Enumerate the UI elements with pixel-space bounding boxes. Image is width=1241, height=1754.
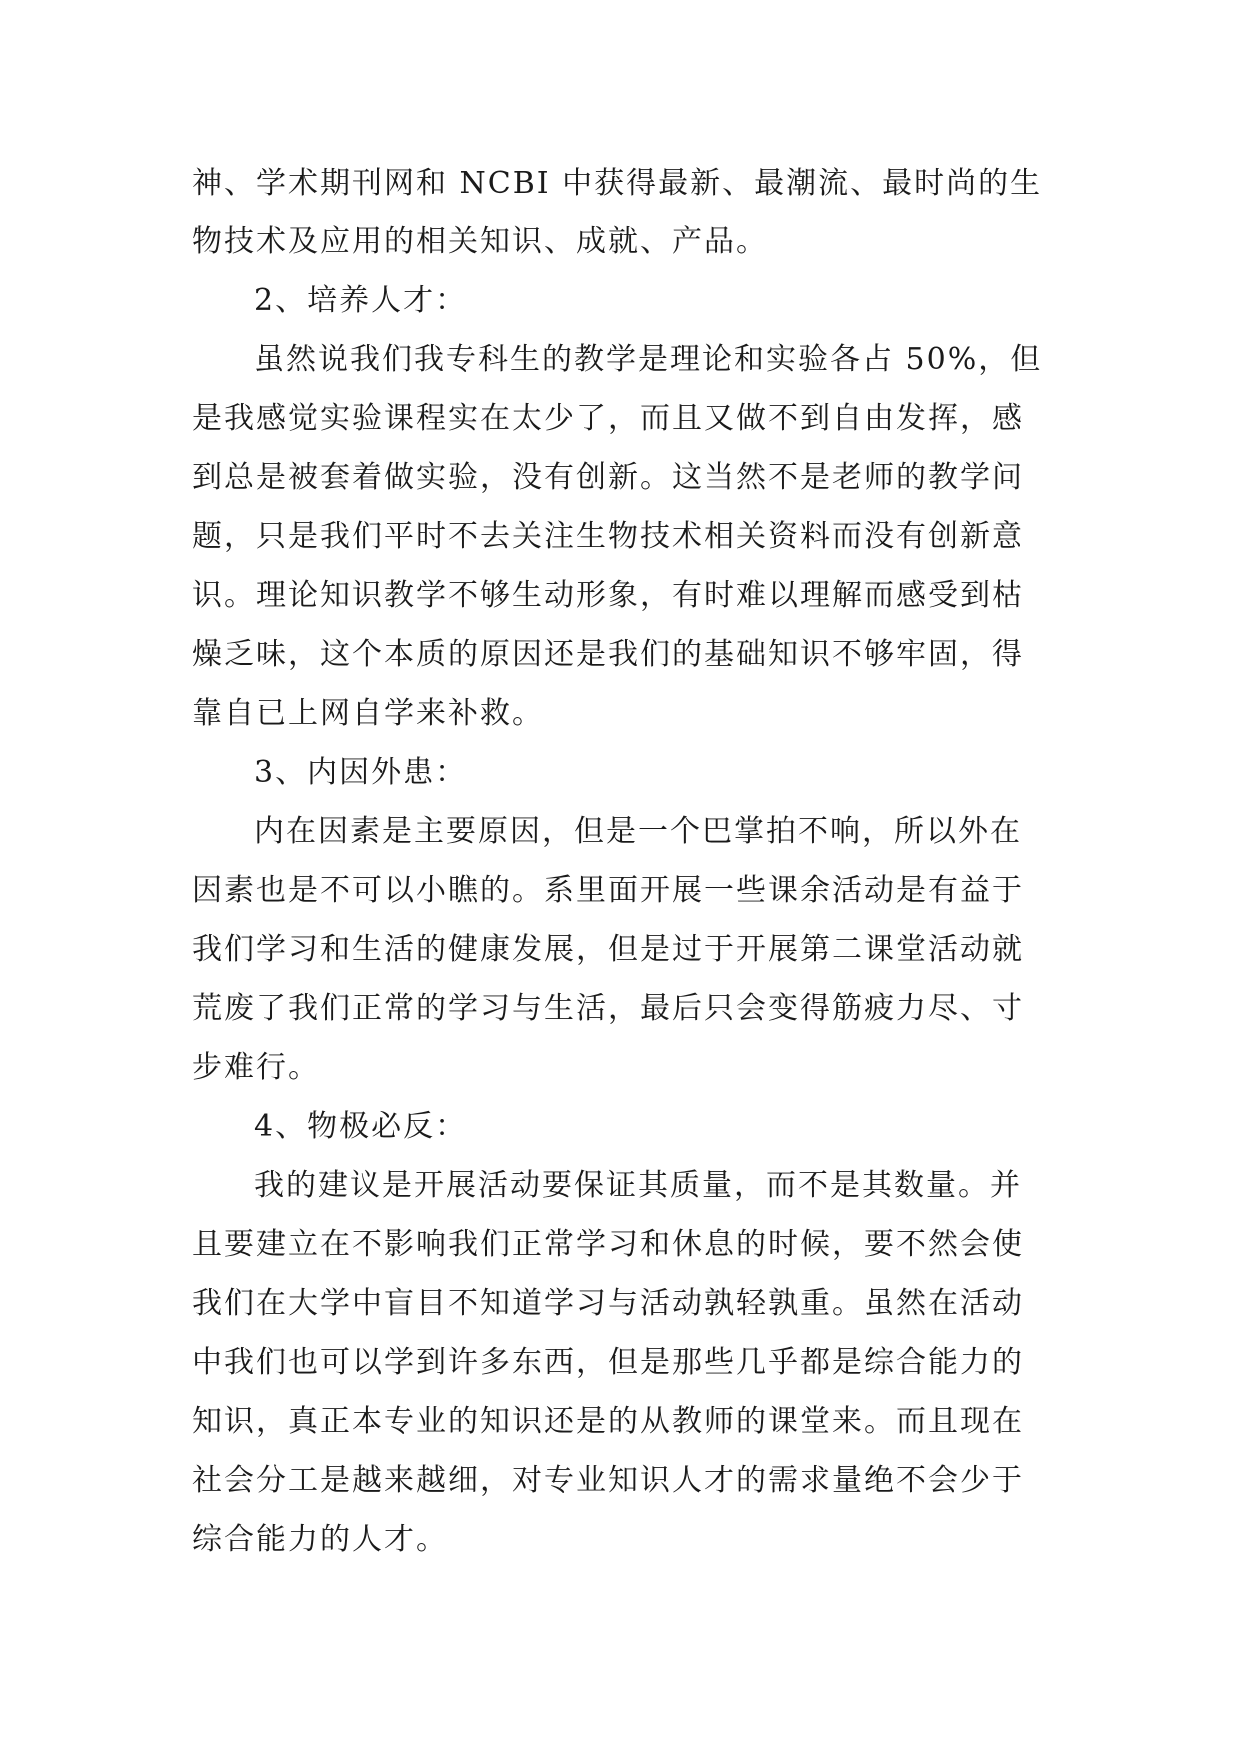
text-line: 神、学术期刊网和 NCBI 中获得最新、最潮流、最时尚的生 xyxy=(192,166,1043,201)
text-line: 我们在大学中盲目不知道学习与活动孰轻孰重。虽然在活动 xyxy=(192,1286,1024,1321)
section-heading: 3、内因外患： xyxy=(254,755,468,790)
text-line: 荒废了我们正常的学习与生活，最后只会变得筋疲力尽、寸 xyxy=(192,991,1024,1026)
section-heading: 4、物极必反： xyxy=(254,1109,468,1144)
paragraph-first-line: 内在因素是主要原因，但是一个巴掌拍不响，所以外在 xyxy=(254,814,1022,849)
text-line: 到总是被套着做实验，没有创新。这当然不是老师的教学问 xyxy=(192,460,1024,495)
paragraph-first-line: 虽然说我们我专科生的教学是理论和实验各占 50%，但 xyxy=(254,342,1043,377)
text-line: 靠自已上网自学来补救。 xyxy=(192,696,544,731)
text-line: 综合能力的人才。 xyxy=(192,1522,448,1557)
text-line: 燥乏味，这个本质的原因还是我们的基础知识不够牢固，得 xyxy=(192,637,1024,672)
text-line: 我们学习和生活的健康发展，但是过于开展第二课堂活动就 xyxy=(192,932,1024,967)
text-line: 社会分工是越来越细，对专业知识人才的需求量绝不会少于 xyxy=(192,1463,1024,1498)
text-line: 是我感觉实验课程实在太少了，而且又做不到自由发挥，感 xyxy=(192,401,1024,436)
section-heading: 2、培养人才： xyxy=(254,283,468,318)
text-line: 中我们也可以学到许多东西，但是那些几乎都是综合能力的 xyxy=(192,1345,1024,1380)
text-line: 题，只是我们平时不去关注生物技术相关资料而没有创新意 xyxy=(192,519,1024,554)
paragraph-first-line: 我的建议是开展活动要保证其质量，而不是其数量。并 xyxy=(254,1168,1022,1203)
text-line: 物技术及应用的相关知识、成就、产品。 xyxy=(192,224,768,259)
text-line: 步难行。 xyxy=(192,1050,320,1085)
text-line: 因素也是不可以小瞧的。系里面开展一些课余活动是有益于 xyxy=(192,873,1024,908)
text-line: 且要建立在不影响我们正常学习和休息的时候，要不然会使 xyxy=(192,1227,1024,1262)
text-line: 识。理论知识教学不够生动形象，有时难以理解而感受到枯 xyxy=(192,578,1024,613)
text-line: 知识，真正本专业的知识还是的从教师的课堂来。而且现在 xyxy=(192,1404,1024,1439)
